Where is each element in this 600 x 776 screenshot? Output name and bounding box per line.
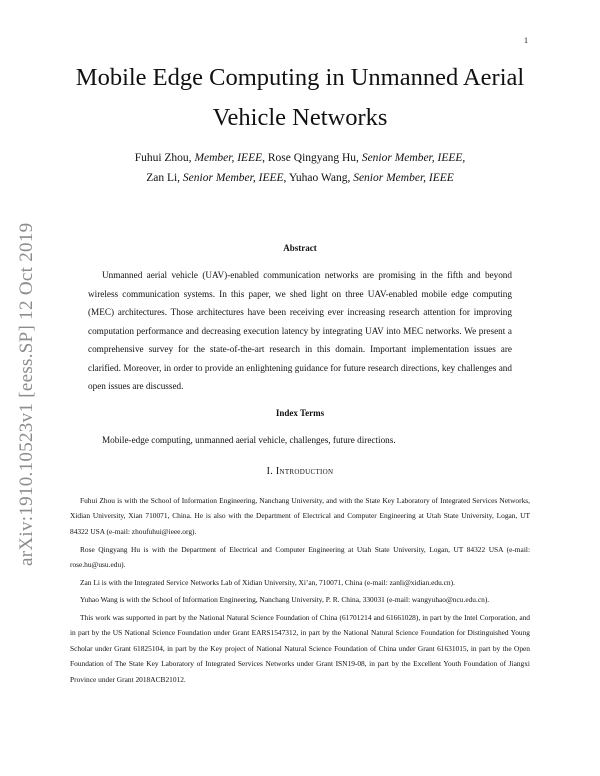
section-numeral: I. xyxy=(266,466,274,477)
footnotes xyxy=(70,493,530,689)
author-role: Senior Member, IEEE xyxy=(353,172,454,184)
arxiv-identifier: arXiv:1910.10523v1 [eess.SP] 12 Oct 2019 xyxy=(16,222,37,566)
author-name: Fuhui Zhou, xyxy=(134,152,192,164)
author-name: , Rose Qingyang Hu, xyxy=(262,152,359,164)
author-role: Member, IEEE xyxy=(194,152,263,164)
author-role: Senior Member, IEEE xyxy=(182,172,284,184)
footnote-funding: This work was supported in part by the National Natural Science Foundation of China (61701214 and 61661028), in part by the Intel Corporation, and in part by the US National Science Foundation under Grant EARS1547312, in part by the National Natural Science Foundation for Distinguished Young Scholar under Grant 61825104, in part by the Key project of National Natural Science Foundation of China under Grant 61631015, in part by the Open Foundation of The State Key Laboratory of Integrated Services Networks under Grant ISN19-08, in part by the Excellent Youth Foundation of Jiangxi Province under Grant 2018ACB21012. xyxy=(70,613,530,684)
author-role: Senior Member, IEEE xyxy=(361,152,463,164)
footnote-author-3: Zan Li is with the Integrated Service Networks Lab of Xidian University, Xi’an, 710071, China (e-mail: zanli@xidian.edu.cn). xyxy=(80,577,455,587)
section-heading-introduction xyxy=(60,466,540,477)
author-line-2 xyxy=(60,168,540,188)
index-terms-heading: Index Terms xyxy=(275,408,325,418)
author-line-1: Fuhui Zhou, Member, IEEE, Rose Qingyang Hu, Senior Member, IEEE, xyxy=(134,152,466,164)
abstract-text: Unmanned aerial vehicle (UAV)-enabled communication networks are promising in the fifth and beyond wireless communication systems. In this paper, we shed light on three UAV-enabled mobile edge computing (MEC) architectures. Those architectures have been receiving ever increasing research attention for improving computation performance and decreasing execution latency by integrating UAV into MEC networks. We present a comprehensive survey for the state-of-the-art research in this domain. Important implementation issues are clarified. Moreover, in order to provide an enlightening guidance for future research directions, key challenges and open issues are discussed. xyxy=(88,270,512,391)
author-name: Zan Li, xyxy=(146,172,181,184)
footnote-author-4: Yuhao Wang is with the School of Information Engineering, Nanchang University, P. R. China, 330031 (e-mail: wangyuhao@ncu.edu.cn). xyxy=(80,595,490,605)
index-terms-text: Mobile-edge computing, unmanned aerial vehicle, challenges, future directions. xyxy=(102,435,396,445)
page-number: 1 xyxy=(524,36,528,45)
footnote-author-1: Fuhui Zhou is with the School of Information Engineering, Nanchang University, and with the State Key Laboratory of Integrated Services Networks, Xidian University, Xian 710071, China. He is also with the Department of Electrical and Computer Engineering at Utah State University, Logan, UT 84322 USA (e-mail: zhoufuhui@ieee.org). xyxy=(70,496,530,536)
footnote-author-2: Rose Qingyang Hu is with the Department of Electrical and Computer Engineering at Utah State University, Logan, UT 84322 USA (e-mail: rose.hu@usu.edu). xyxy=(70,544,530,569)
paper-title: Mobile Edge Computing in Unmanned Aerial Vehicle Networks xyxy=(75,64,525,131)
author-name: , Yuhao Wang, xyxy=(283,172,351,184)
abstract-heading: Abstract xyxy=(283,243,317,253)
section-label: Introduction xyxy=(275,466,334,477)
author-list xyxy=(60,148,540,188)
